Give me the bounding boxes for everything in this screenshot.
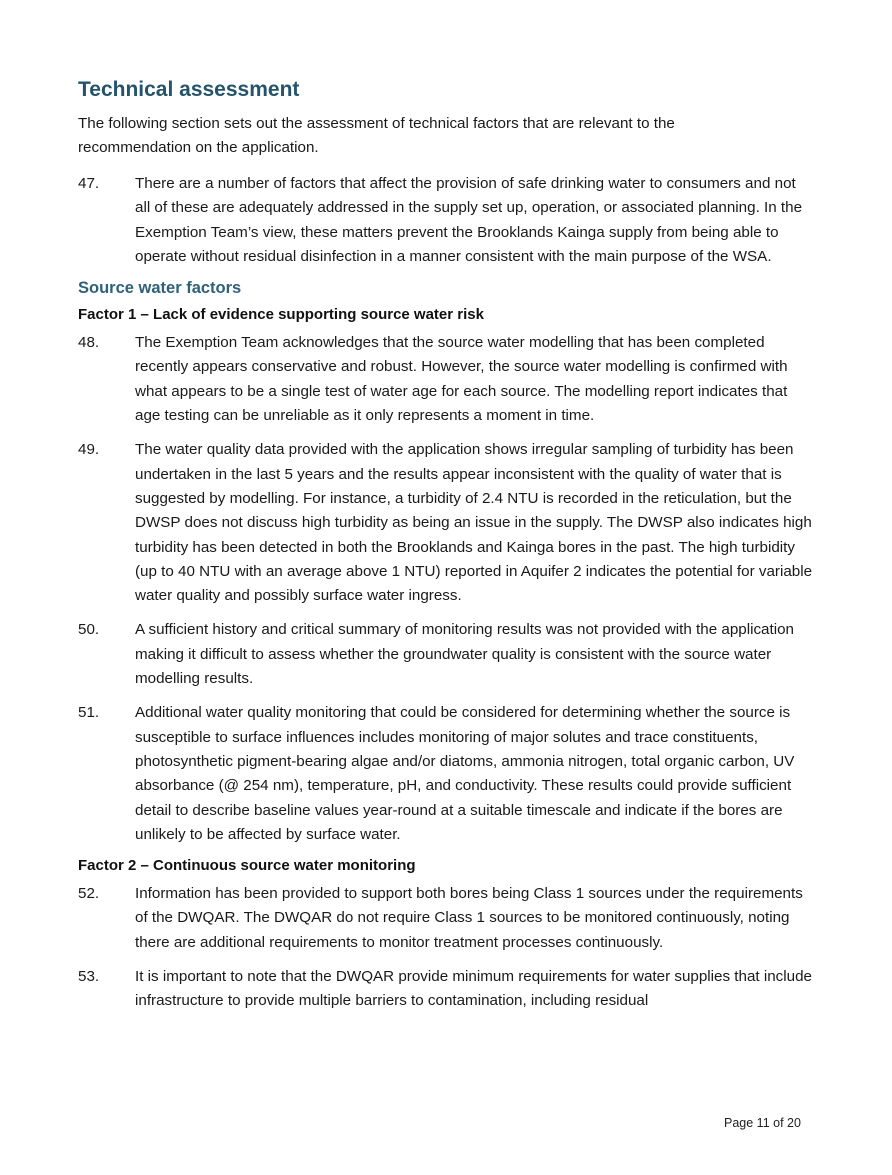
- paragraph-text: There are a number of factors that affect the provision of safe drinking water to consumers and not all of these are adequately addressed in the supply set up, operation, or associated planning. In the Exemption Team’s view, these matters prevent the Brooklands Kainga supply from being able to operate without residual disinfection in a manner consistent with the main purpose of the WSA.: [135, 175, 803, 265]
- factor-1-heading: Factor 1 – Lack of evidence supporting source water risk: [78, 306, 484, 324]
- paragraph-50: [78, 618, 814, 691]
- factor-2-heading: Factor 2 – Continuous source water monitoring: [78, 857, 416, 875]
- paragraph-text: Information has been provided to support both bores being Class 1 sources under the requirements of the DWQAR. The DWQAR do not require Class 1 sources to be monitored continuously, noting there are additional requirements to monitor treatment processes continuously.: [135, 885, 803, 951]
- paragraph-number: 53.: [78, 968, 100, 986]
- paragraph-49: [78, 438, 814, 608]
- paragraph-number: 48.: [78, 334, 100, 352]
- intro-paragraph: The following section sets out the assessment of technical factors that are relevant to the recommendation on the application.: [78, 115, 675, 156]
- paragraph-text: The Exemption Team acknowledges that the source water modelling that has been completed recently appears conservative and robust. However, the source water modelling is confirmed with what appears to be a single test of water age for each source. The modelling report indicates that age testing can be unreliable as it only represents a moment in time.: [135, 334, 788, 425]
- page-number-footer: Page 11 of 20: [724, 1116, 801, 1130]
- paragraph-text: The water quality data provided with the application shows irregular sampling of turbidity has been undertaken in the last 5 years and the results appear inconsistent with the quality of water that is suggested by modelling. For instance, a turbidity of 2.4 NTU is recorded in the reticulation, but the DWSP does not discuss high turbidity as being an issue in the supply. The DWSP also indicates high turbidity has been detected in both the Brooklands and Kainga bores in the past. The high turbidity (up to 40 NTU with an average above 1 NTU) reported in Aquifer 2 indicates the potential for variable water quality and possibly surface water ingress.: [135, 441, 813, 605]
- subsection-heading: Source water factors: [78, 279, 242, 298]
- paragraph-number: 52.: [78, 885, 100, 903]
- paragraph-51: [78, 701, 814, 847]
- paragraph-text: It is important to note that the DWQAR provide minimum requirements for water supplies that include infrastructure to provide multiple barriers to contamination, including residual: [135, 968, 812, 1010]
- paragraph-number: 47.: [78, 175, 100, 192]
- paragraph-48: [78, 331, 814, 428]
- paragraph-number: 50.: [78, 621, 100, 639]
- paragraph-number: 51.: [78, 704, 100, 722]
- paragraph-text: Additional water quality monitoring that could be considered for determining whether the source is susceptible to surface influences includes monitoring of major solutes and trace constituents, photosynthetic pigment-bearing algae and/or diatoms, ammonia nitrogen, total organic carbon, UV absorbance (@ 254 nm), temperature, pH, and conductivity. These results could provide sufficient detail to describe baseline values year-round at a suitable timescale and indicate if the bores are unlikely to be affected by surface water.: [135, 704, 795, 843]
- section-heading: Technical assessment: [78, 78, 300, 101]
- paragraph-number: 49.: [78, 441, 100, 459]
- paragraph-text: A sufficient history and critical summary of monitoring results was not provided with the application making it difficult to assess whether the groundwater quality is consistent with the source water modelling results.: [135, 621, 794, 688]
- paragraph-47: [78, 172, 814, 269]
- paragraph-53: [78, 965, 814, 1014]
- paragraph-52: [78, 882, 814, 955]
